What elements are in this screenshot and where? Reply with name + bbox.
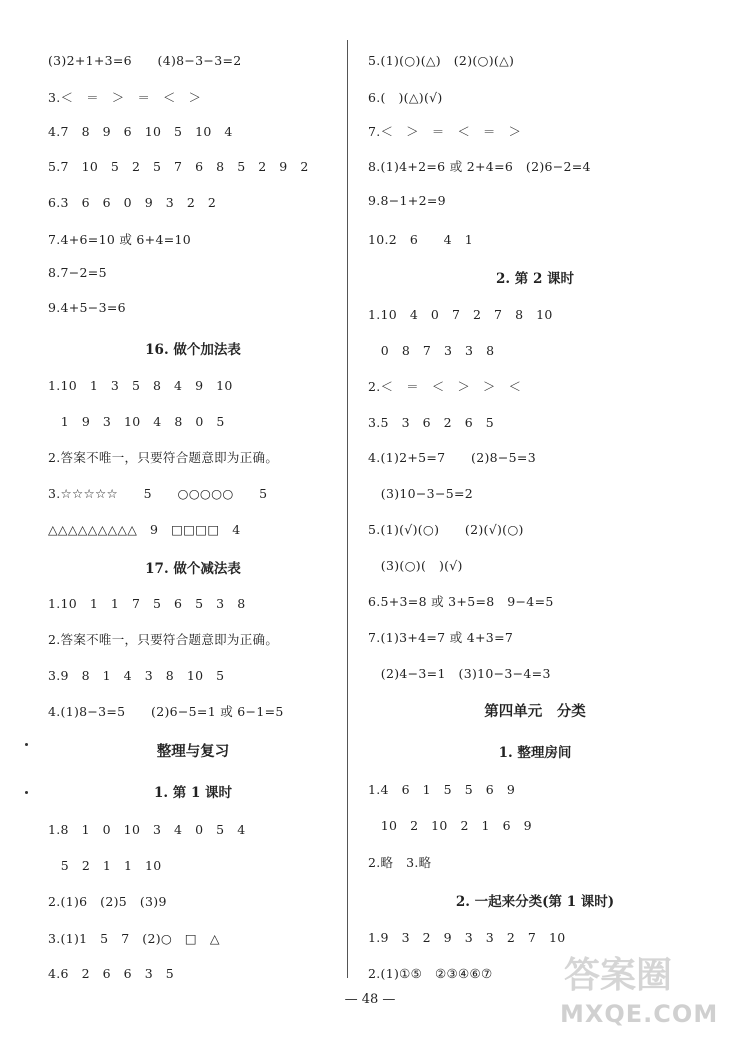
answer-line: 2.略 3.略 (368, 855, 432, 870)
answer-line: 6.3 6 6 0 9 3 2 2 (48, 195, 217, 210)
answer-line: 3.☆☆☆☆☆ 5 ○○○○○ 5 (48, 486, 268, 501)
answer-line: 6.5+3=8 或 3+5=8 9−4=5 (368, 594, 554, 609)
watermark-chinese: 答案圈 (564, 955, 673, 996)
answer-line: 3.5 3 6 2 6 5 (368, 415, 495, 430)
answer-line: 5.7 10 5 2 5 7 6 8 5 2 9 2 (48, 159, 309, 174)
section-heading: 1. 整理房间 (498, 745, 572, 761)
answer-line: 1.4 6 1 5 5 6 9 (368, 782, 516, 797)
answer-line: 8.7−2=5 (48, 265, 107, 280)
section-heading: 2. 一起来分类(第 1 课时) (455, 894, 615, 910)
answer-line: 3.9 8 1 4 3 8 10 5 (48, 668, 225, 683)
answer-line: 1.10 1 1 7 5 6 5 3 8 (48, 596, 246, 611)
answer-line: 7.4+6=10 或 6+4=10 (48, 232, 191, 247)
section-heading: 2. 第 2 课时 (495, 271, 575, 287)
answer-line: 3.(1)1 5 7 (2)○ □ △ (48, 931, 220, 946)
answer-line: 8.(1)4+2=6 或 2+4=6 (2)6−2=4 (368, 159, 591, 174)
unit-heading: 第四单元 分类 (484, 703, 586, 720)
answer-line: 4.7 8 9 6 10 5 10 4 (48, 124, 233, 139)
section-heading: 16. 做个加法表 (145, 342, 241, 358)
answer-line: 9.4+5−3=6 (48, 300, 126, 315)
answer-line: 4.(1)8−3=5 (2)6−5=1 或 6−1=5 (48, 704, 284, 719)
answer-line: 7.＜ ＞ ＝ ＜ ＝ ＞ (368, 124, 522, 139)
answer-line: 1.8 1 0 10 3 4 0 5 4 (48, 822, 246, 837)
answer-line: 2.＜ ＝ ＜ ＞ ＞ ＜ (368, 379, 522, 394)
answer-line: (3)10−3−5=2 (368, 486, 473, 501)
answer-line: 6.( )(△)(√) (368, 90, 443, 105)
answer-line: 2.(1)6 (2)5 (3)9 (48, 894, 167, 909)
answer-line: 4.6 2 6 6 3 5 (48, 966, 175, 981)
answer-line: 3.＜ ＝ ＞ ＝ ＜ ＞ (48, 90, 202, 105)
answer-line: 2.(1)①⑤ ②③④⑥⑦ (368, 966, 493, 981)
answer-line: 0 8 7 3 3 8 (368, 343, 495, 358)
scan-speck (25, 743, 28, 746)
answer-line: 4.(1)2+5=7 (2)8−5=3 (368, 450, 536, 465)
answer-line: (2)4−3=1 (3)10−3−4=3 (368, 666, 551, 681)
answer-line: 5.(1)(○)(△) (2)(○)(△) (368, 53, 515, 68)
answer-line: (3)2+1+3=6 (4)8−3−3=2 (48, 53, 242, 68)
answer-line: 10 2 10 2 1 6 9 (368, 818, 532, 833)
answer-line: 1 9 3 10 4 8 0 5 (48, 414, 225, 429)
answer-line: 1.10 1 3 5 8 4 9 10 (48, 378, 233, 393)
answer-line: 7.(1)3+4=7 或 4+3=7 (368, 630, 514, 645)
answer-line: 5 2 1 1 10 (48, 858, 162, 873)
watermark-url: MXQE.COM (560, 1000, 719, 1028)
answer-line: 1.10 4 0 7 2 7 8 10 (368, 307, 553, 322)
section-heading: 1. 第 1 课时 (153, 785, 233, 801)
section-heading: 17. 做个减法表 (145, 561, 241, 577)
answer-line: 5.(1)(√)(○) (2)(√)(○) (368, 522, 524, 537)
answer-line: 1.9 3 2 9 3 3 2 7 10 (368, 930, 566, 945)
answer-line: 2.答案不唯一，只要符合题意即为正确。 (48, 450, 279, 465)
answer-line: 9.8−1+2=9 (368, 193, 446, 208)
answer-line: 2.答案不唯一，只要符合题意即为正确。 (48, 632, 279, 647)
scan-speck (25, 791, 28, 794)
answer-line: (3)(○)( )(√) (368, 558, 463, 573)
answer-line: △△△△△△△△△ 9 □□□□ 4 (48, 522, 241, 537)
column-divider (347, 40, 348, 978)
page-number: — 48 — (344, 992, 396, 1007)
answer-line: 10.2 6 4 1 (368, 232, 473, 247)
watermark-logo (560, 945, 730, 1040)
unit-heading: 整理与复习 (156, 743, 230, 760)
